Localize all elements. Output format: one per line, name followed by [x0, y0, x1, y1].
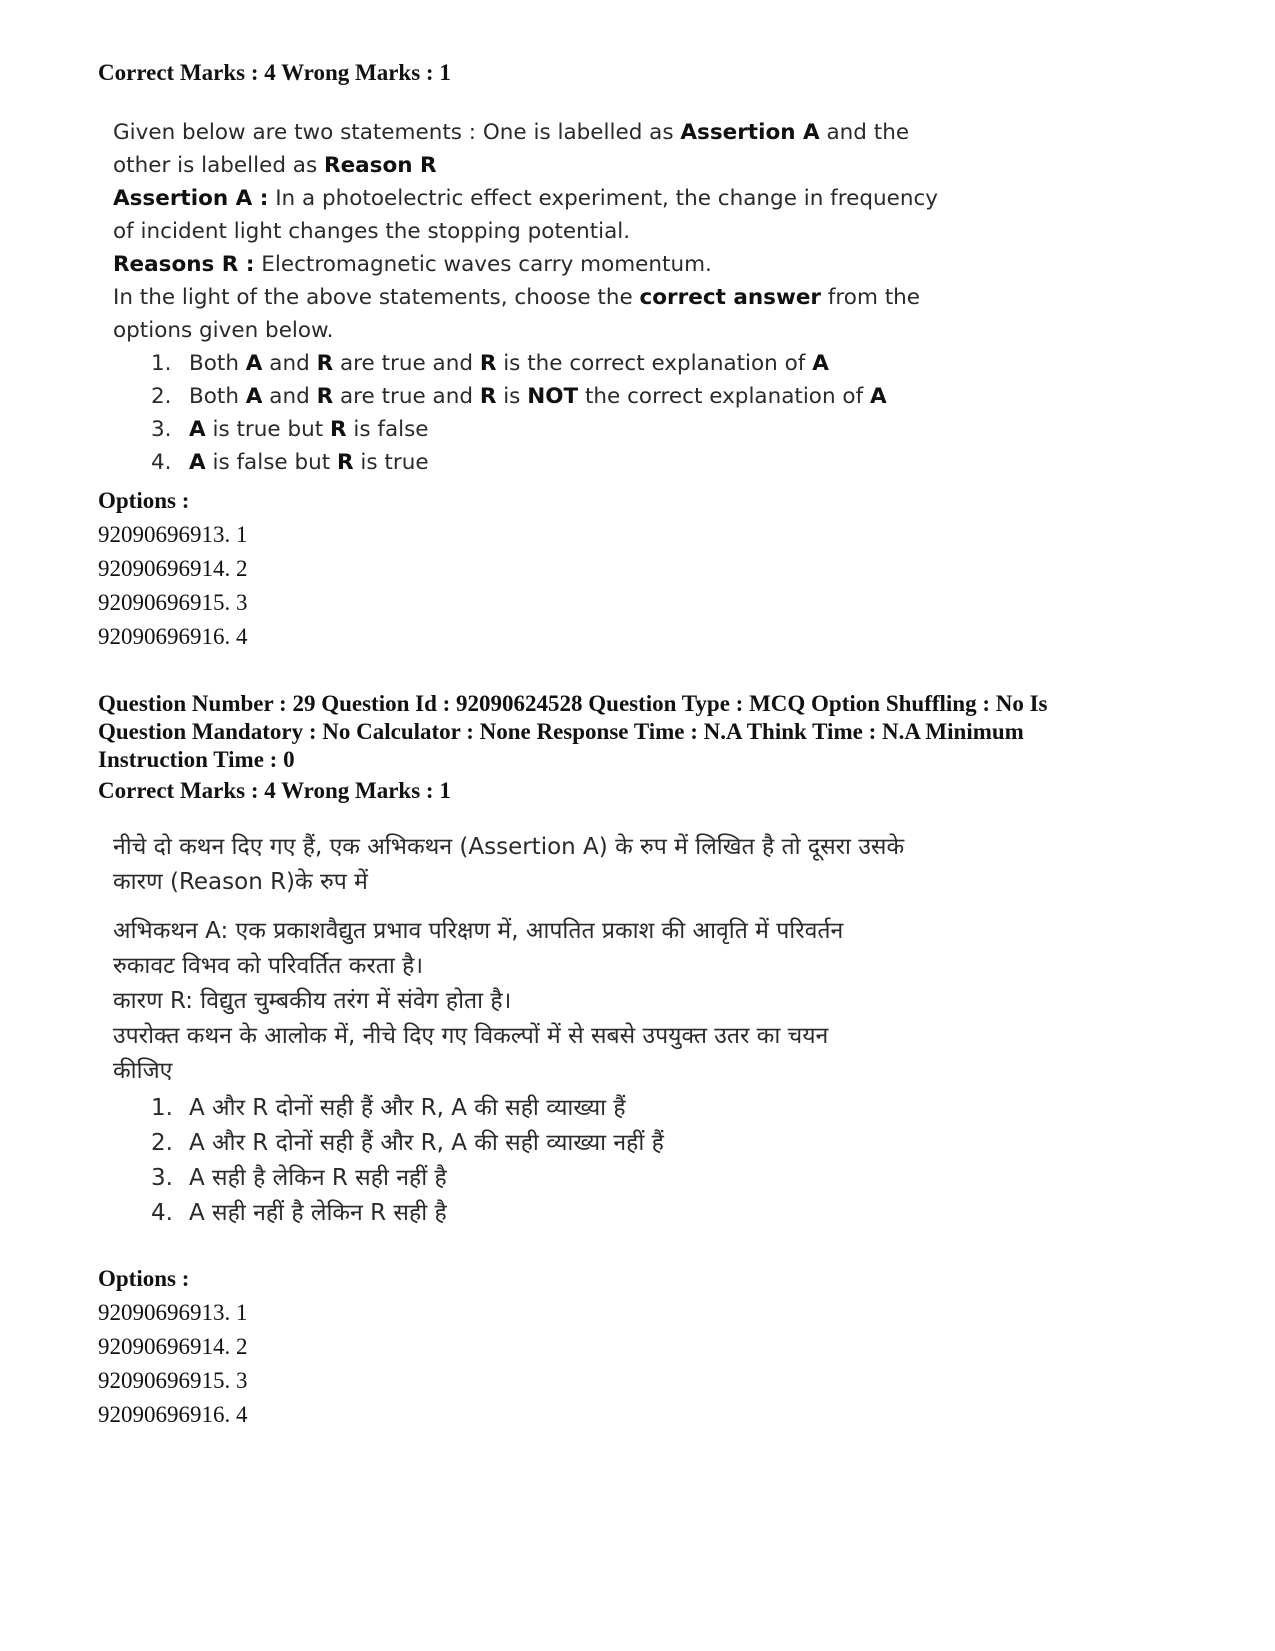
q29-instruction-cont: कीजिए — [113, 1058, 173, 1084]
q29-assertion: अभिकथन A: एक प्रकाशवैद्युत प्रभाव परिक्षण में, आपतित प्रकाश की आवृति में परिवर्तन — [113, 918, 844, 944]
option-item: 92090696916. 4 — [98, 1402, 248, 1427]
option-item: 92090696916. 4 — [98, 624, 248, 649]
q29-meta-line: Question Mandatory : No Calculator : None Response Time : N.A Think Time : N.A Minimum — [98, 719, 1024, 744]
q29-options — [98, 1262, 248, 1432]
q29-choice: 2. A और R दोनों सही हैं और R, A की सही व्याख्या नहीं हैं — [151, 1130, 664, 1156]
q29-choice-list — [113, 1091, 904, 1231]
q29-choice: 4. A सही नहीं है लेकिन R सही है — [151, 1200, 447, 1226]
option-item: 92090696913. 1 — [98, 522, 248, 547]
q29-meta-line: Question Number : 29 Question Id : 92090624528 Question Type : MCQ Option Shuffling : No Is — [98, 691, 1048, 716]
q28-assertion-cont: of incident light changes the stopping potential. — [113, 219, 631, 244]
q28-instruction-cont: options given below. — [113, 318, 334, 343]
q29-choice: 3. A सही है लेकिन R सही नहीं है — [151, 1165, 447, 1191]
q29-instruction: उपरोक्त कथन के आलोक में, नीचे दिए गए विकल्पों में से सबसे उपयुक्त उतर का चयन — [113, 1023, 829, 1049]
option-item: 92090696914. 2 — [98, 556, 248, 581]
q29-marks: Correct Marks : 4 Wrong Marks : 1 — [98, 778, 451, 803]
q29-meta-line: Instruction Time : 0 — [98, 747, 295, 772]
q28-choice-list — [113, 347, 938, 479]
option-item: 92090696914. 2 — [98, 1334, 248, 1359]
q28-choice: 1. Both A and R are true and R is the correct explanation of A — [151, 351, 829, 376]
q28-intro-line1: Given below are two statements : One is labelled as Assertion A and the — [113, 120, 910, 145]
q29-reason: कारण R: विद्युत चुम्बकीय तरंग में संवेग होता है। — [113, 988, 512, 1014]
q28-instruction: In the light of the above statements, choose the correct answer from the — [113, 285, 921, 310]
q29-intro-cont: कारण (Reason R)के रुप में — [113, 869, 368, 895]
q28-assertion: Assertion A : In a photoelectric effect experiment, the change in frequency — [113, 186, 939, 211]
q28-reason: Reasons R : Electromagnetic waves carry momentum. — [113, 252, 712, 277]
q29-question-image — [113, 830, 904, 1231]
options-header: Options : — [98, 1266, 190, 1291]
q28-choice: 2. Both A and R are true and R is NOT the correct explanation of A — [151, 384, 887, 409]
q29-intro: नीचे दो कथन दिए गए हैं, एक अभिकथन (Assertion A) के रुप में लिखित है तो दूसरा उसके — [113, 834, 905, 860]
q28-choice: 3. A is true but R is false — [151, 417, 429, 442]
q28-question-image — [113, 116, 938, 479]
option-item: 92090696915. 3 — [98, 590, 248, 615]
q28-options — [98, 484, 248, 654]
option-item: 92090696913. 1 — [98, 1300, 248, 1325]
q28-intro-line2: other is labelled as Reason R — [113, 153, 437, 178]
options-header: Options : — [98, 488, 190, 513]
q28-choice: 4. A is false but R is true — [151, 450, 429, 475]
option-item: 92090696915. 3 — [98, 1368, 248, 1393]
q29-assertion-cont: रुकावट विभव को परिवर्तित करता है। — [113, 953, 424, 979]
q29-metadata — [98, 690, 1178, 774]
q29-choice: 1. A और R दोनों सही हैं और R, A की सही व्याख्या हैं — [151, 1095, 626, 1121]
q28-marks: Correct Marks : 4 Wrong Marks : 1 — [98, 60, 451, 85]
